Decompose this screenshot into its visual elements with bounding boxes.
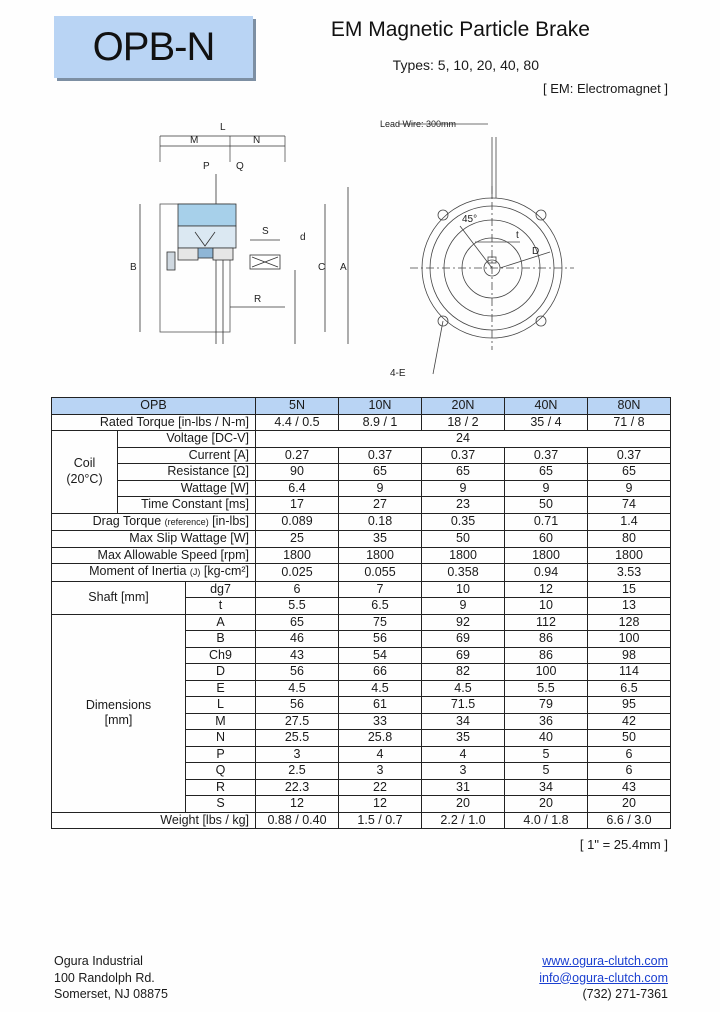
table-cell: 6 bbox=[588, 746, 671, 763]
table-cell: 12 bbox=[505, 581, 588, 598]
table-cell: 20 bbox=[505, 796, 588, 813]
table-cell: 4.5 bbox=[256, 680, 339, 697]
table-cell: 3.53 bbox=[588, 564, 671, 582]
table-cell: 80 bbox=[588, 531, 671, 548]
model-logo-box bbox=[54, 16, 253, 78]
table-cell: 25 bbox=[256, 531, 339, 548]
inertia-symbol: (J) bbox=[189, 567, 201, 577]
dim-label-angle: 45° bbox=[462, 214, 478, 225]
table-cell: 12 bbox=[339, 796, 422, 813]
header-cell: 80N bbox=[588, 398, 671, 415]
table-cell: 1800 bbox=[588, 547, 671, 564]
coil-label-line2: (20°C) bbox=[66, 471, 103, 486]
table-cell: 36 bbox=[505, 713, 588, 730]
table-cell: 4.4 / 0.5 bbox=[256, 414, 339, 431]
row-key: R bbox=[186, 779, 256, 796]
dim-label-M: M bbox=[190, 135, 199, 146]
table-cell: 35 / 4 bbox=[505, 414, 588, 431]
table-row bbox=[52, 547, 671, 564]
table-cell: 0.88 / 0.40 bbox=[256, 812, 339, 829]
table-cell: 1.5 / 0.7 bbox=[339, 812, 422, 829]
table-cell: 0.37 bbox=[505, 447, 588, 464]
table-cell: 43 bbox=[588, 779, 671, 796]
inertia-unit: [kg-cm²] bbox=[203, 564, 249, 578]
dim-label-S: S bbox=[262, 226, 269, 237]
table-row bbox=[52, 531, 671, 548]
row-label: Max Allowable Speed [rpm] bbox=[52, 547, 256, 564]
table-cell: 1800 bbox=[339, 547, 422, 564]
row-key: P bbox=[186, 746, 256, 763]
table-cell: 56 bbox=[256, 664, 339, 681]
dim-label-D: D bbox=[532, 246, 540, 257]
row-key: B bbox=[186, 631, 256, 648]
dim-label-d: d bbox=[300, 232, 306, 243]
table-cell: 20 bbox=[422, 796, 505, 813]
row-key: dg7 bbox=[186, 581, 256, 598]
table-cell: 6 bbox=[588, 763, 671, 780]
table-cell: 7 bbox=[339, 581, 422, 598]
drag-torque-unit: [in-lbs] bbox=[212, 513, 249, 528]
table-cell: 27.5 bbox=[256, 713, 339, 730]
em-note: [ EM: Electromagnet ] bbox=[543, 81, 668, 96]
footer-address bbox=[54, 953, 168, 1003]
table-cell: 4 bbox=[339, 746, 422, 763]
table-row bbox=[52, 497, 671, 514]
row-key: Q bbox=[186, 763, 256, 780]
table-cell: 46 bbox=[256, 631, 339, 648]
row-label: Wattage [W] bbox=[118, 480, 256, 497]
table-cell: 34 bbox=[422, 713, 505, 730]
row-label: Rated Torque [in-lbs / N-m] bbox=[52, 414, 256, 431]
table-cell: 90 bbox=[256, 464, 339, 481]
dim-label-R: R bbox=[254, 294, 262, 305]
table-cell: 71.5 bbox=[422, 697, 505, 714]
row-key: E bbox=[186, 680, 256, 697]
table-cell: 31 bbox=[422, 779, 505, 796]
table-cell: 6 bbox=[256, 581, 339, 598]
table-cell: 40 bbox=[505, 730, 588, 747]
table-cell: 33 bbox=[339, 713, 422, 730]
table-cell: 0.18 bbox=[339, 513, 422, 531]
table-cell: 25.8 bbox=[339, 730, 422, 747]
table-cell: 71 / 8 bbox=[588, 414, 671, 431]
header-cell: 10N bbox=[339, 398, 422, 415]
table-row bbox=[52, 564, 671, 582]
table-cell: 0.35 bbox=[422, 513, 505, 531]
dim-label-P: P bbox=[203, 161, 210, 172]
row-label: Voltage [DC-V] bbox=[118, 431, 256, 448]
table-cell: 92 bbox=[422, 614, 505, 631]
table-row bbox=[52, 581, 671, 598]
row-label: Max Slip Wattage [W] bbox=[52, 531, 256, 548]
table-cell: 79 bbox=[505, 697, 588, 714]
table-cell: 1800 bbox=[505, 547, 588, 564]
table-cell: 4.5 bbox=[422, 680, 505, 697]
drag-torque-ref: (reference) bbox=[164, 516, 209, 527]
table-cell: 5.5 bbox=[505, 680, 588, 697]
drag-torque-label: Drag Torque bbox=[92, 513, 162, 528]
row-label: Resistance [Ω] bbox=[118, 464, 256, 481]
table-cell: 9 bbox=[422, 480, 505, 497]
front-view bbox=[398, 124, 574, 374]
table-cell: 42 bbox=[588, 713, 671, 730]
table-cell: 0.27 bbox=[256, 447, 339, 464]
table-cell: 12 bbox=[256, 796, 339, 813]
table-cell: 54 bbox=[339, 647, 422, 664]
row-key: Ch9 bbox=[186, 647, 256, 664]
phone-number: (732) 271-7361 bbox=[582, 987, 668, 1001]
table-cell: 69 bbox=[422, 647, 505, 664]
coil-group-label bbox=[52, 431, 118, 514]
dim-label-A: A bbox=[340, 262, 347, 273]
dim-label-N: N bbox=[253, 135, 261, 146]
row-label: Time Constant [ms] bbox=[118, 497, 256, 514]
table-cell: 24 bbox=[256, 431, 671, 448]
table-cell: 65 bbox=[588, 464, 671, 481]
table-cell: 82 bbox=[422, 664, 505, 681]
table-cell: 86 bbox=[505, 647, 588, 664]
table-cell: 27 bbox=[339, 497, 422, 514]
table-cell: 56 bbox=[256, 697, 339, 714]
header-cell: 40N bbox=[505, 398, 588, 415]
table-cell: 17 bbox=[256, 497, 339, 514]
row-key: N bbox=[186, 730, 256, 747]
table-cell: 0.37 bbox=[339, 447, 422, 464]
header-cell: 5N bbox=[256, 398, 339, 415]
street-address: 100 Randolph Rd. bbox=[54, 970, 155, 985]
table-cell: 0.089 bbox=[256, 513, 339, 531]
table-cell: 23 bbox=[422, 497, 505, 514]
table-cell: 2.5 bbox=[256, 763, 339, 780]
table-cell: 65 bbox=[505, 464, 588, 481]
table-cell: 65 bbox=[422, 464, 505, 481]
dim-label-C: C bbox=[318, 262, 326, 273]
table-cell: 6.5 bbox=[588, 680, 671, 697]
table-cell: 13 bbox=[588, 598, 671, 615]
table-cell: 114 bbox=[588, 664, 671, 681]
table-cell: 6.6 / 3.0 bbox=[588, 812, 671, 829]
dimensions-label-line2: [mm] bbox=[104, 713, 133, 727]
row-label bbox=[52, 513, 256, 531]
side-view bbox=[140, 136, 348, 344]
product-types: Types: 5, 10, 20, 40, 80 bbox=[392, 57, 539, 73]
table-cell: 66 bbox=[339, 664, 422, 681]
table-cell: 61 bbox=[339, 697, 422, 714]
table-cell: 25.5 bbox=[256, 730, 339, 747]
table-cell: 5 bbox=[505, 746, 588, 763]
inch-note: [ 1" = 25.4mm ] bbox=[579, 837, 668, 852]
table-cell: 5 bbox=[505, 763, 588, 780]
table-cell: 65 bbox=[256, 614, 339, 631]
table-cell: 43 bbox=[256, 647, 339, 664]
table-cell: 0.358 bbox=[422, 564, 505, 582]
table-cell: 0.94 bbox=[505, 564, 588, 582]
table-cell: 0.025 bbox=[256, 564, 339, 582]
table-cell: 128 bbox=[588, 614, 671, 631]
table-row bbox=[52, 513, 671, 531]
row-label: Current [A] bbox=[118, 447, 256, 464]
table-cell: 15 bbox=[588, 581, 671, 598]
table-row bbox=[52, 414, 671, 431]
table-cell: 0.71 bbox=[505, 513, 588, 531]
table-cell: 4.5 bbox=[339, 680, 422, 697]
table-cell: 98 bbox=[588, 647, 671, 664]
table-cell: 0.37 bbox=[422, 447, 505, 464]
table-header-row bbox=[52, 398, 671, 415]
table-row bbox=[52, 447, 671, 464]
dim-label-B: B bbox=[130, 262, 137, 273]
row-label: Weight [lbs / kg] bbox=[52, 812, 256, 829]
model-name: OPB-N bbox=[92, 24, 215, 69]
table-cell: 9 bbox=[505, 480, 588, 497]
table-cell: 6.4 bbox=[256, 480, 339, 497]
lead-wire-label: Lead Wire: 300mm bbox=[380, 119, 457, 129]
table-cell: 9 bbox=[422, 598, 505, 615]
table-row bbox=[52, 464, 671, 481]
table-cell: 95 bbox=[588, 697, 671, 714]
table-cell: 56 bbox=[339, 631, 422, 648]
table-cell: 8.9 / 1 bbox=[339, 414, 422, 431]
table-cell: 86 bbox=[505, 631, 588, 648]
dimensions-label-line1: Dimensions bbox=[85, 697, 152, 712]
table-cell: 50 bbox=[422, 531, 505, 548]
email-link[interactable]: info@ogura-clutch.com bbox=[539, 970, 668, 985]
table-cell: 50 bbox=[588, 730, 671, 747]
table-cell: 112 bbox=[505, 614, 588, 631]
header-cell: OPB bbox=[52, 398, 256, 415]
row-key: t bbox=[186, 598, 256, 615]
table-cell: 0.37 bbox=[588, 447, 671, 464]
table-cell: 6.5 bbox=[339, 598, 422, 615]
table-cell: 10 bbox=[505, 598, 588, 615]
table-cell: 4.0 / 1.8 bbox=[505, 812, 588, 829]
dimensions-group-label bbox=[52, 614, 186, 812]
table-cell: 50 bbox=[505, 497, 588, 514]
dim-label-L: L bbox=[220, 122, 226, 133]
website-link[interactable]: www.ogura-clutch.com bbox=[542, 954, 668, 968]
table-cell: 3 bbox=[422, 763, 505, 780]
row-label bbox=[52, 564, 256, 582]
table-cell: 22 bbox=[339, 779, 422, 796]
table-cell: 74 bbox=[588, 497, 671, 514]
table-row bbox=[52, 812, 671, 829]
table-cell: 20 bbox=[588, 796, 671, 813]
technical-drawing bbox=[120, 112, 590, 382]
product-title: EM Magnetic Particle Brake bbox=[330, 18, 590, 41]
table-cell: 100 bbox=[505, 664, 588, 681]
table-cell: 10 bbox=[422, 581, 505, 598]
city-address: Somerset, NJ 08875 bbox=[54, 987, 168, 1001]
table-cell: 75 bbox=[339, 614, 422, 631]
table-cell: 1800 bbox=[422, 547, 505, 564]
table-cell: 60 bbox=[505, 531, 588, 548]
table-cell: 100 bbox=[588, 631, 671, 648]
table-cell: 35 bbox=[339, 531, 422, 548]
table-row bbox=[52, 614, 671, 631]
dim-label-E: 4-E bbox=[390, 368, 406, 379]
table-cell: 3 bbox=[256, 746, 339, 763]
table-cell: 34 bbox=[505, 779, 588, 796]
table-row bbox=[52, 480, 671, 497]
company-name: Ogura Industrial bbox=[54, 954, 143, 968]
table-cell: 1.4 bbox=[588, 513, 671, 531]
dim-label-t: t bbox=[516, 230, 519, 241]
row-key: M bbox=[186, 713, 256, 730]
table-cell: 9 bbox=[588, 480, 671, 497]
table-cell: 69 bbox=[422, 631, 505, 648]
table-cell: 35 bbox=[422, 730, 505, 747]
row-key: A bbox=[186, 614, 256, 631]
dimensions-body bbox=[52, 614, 671, 812]
table-row bbox=[52, 431, 671, 448]
inertia-label: Moment of Inertia bbox=[89, 564, 187, 578]
shaft-group-label: Shaft [mm] bbox=[52, 581, 186, 614]
footer-contact bbox=[539, 953, 668, 1003]
table-cell: 18 / 2 bbox=[422, 414, 505, 431]
table-cell: 9 bbox=[339, 480, 422, 497]
row-key: S bbox=[186, 796, 256, 813]
coil-label-line1: Coil bbox=[73, 456, 96, 471]
table-cell: 22.3 bbox=[256, 779, 339, 796]
table-cell: 1800 bbox=[256, 547, 339, 564]
table-cell: 4 bbox=[422, 746, 505, 763]
spec-table bbox=[51, 397, 671, 829]
table-cell: 2.2 / 1.0 bbox=[422, 812, 505, 829]
table-cell: 5.5 bbox=[256, 598, 339, 615]
table-cell: 65 bbox=[339, 464, 422, 481]
row-key: L bbox=[186, 697, 256, 714]
dim-label-Q: Q bbox=[236, 161, 244, 172]
row-key: D bbox=[186, 664, 256, 681]
header-cell: 20N bbox=[422, 398, 505, 415]
table-cell: 0.055 bbox=[339, 564, 422, 582]
table-cell: 3 bbox=[339, 763, 422, 780]
